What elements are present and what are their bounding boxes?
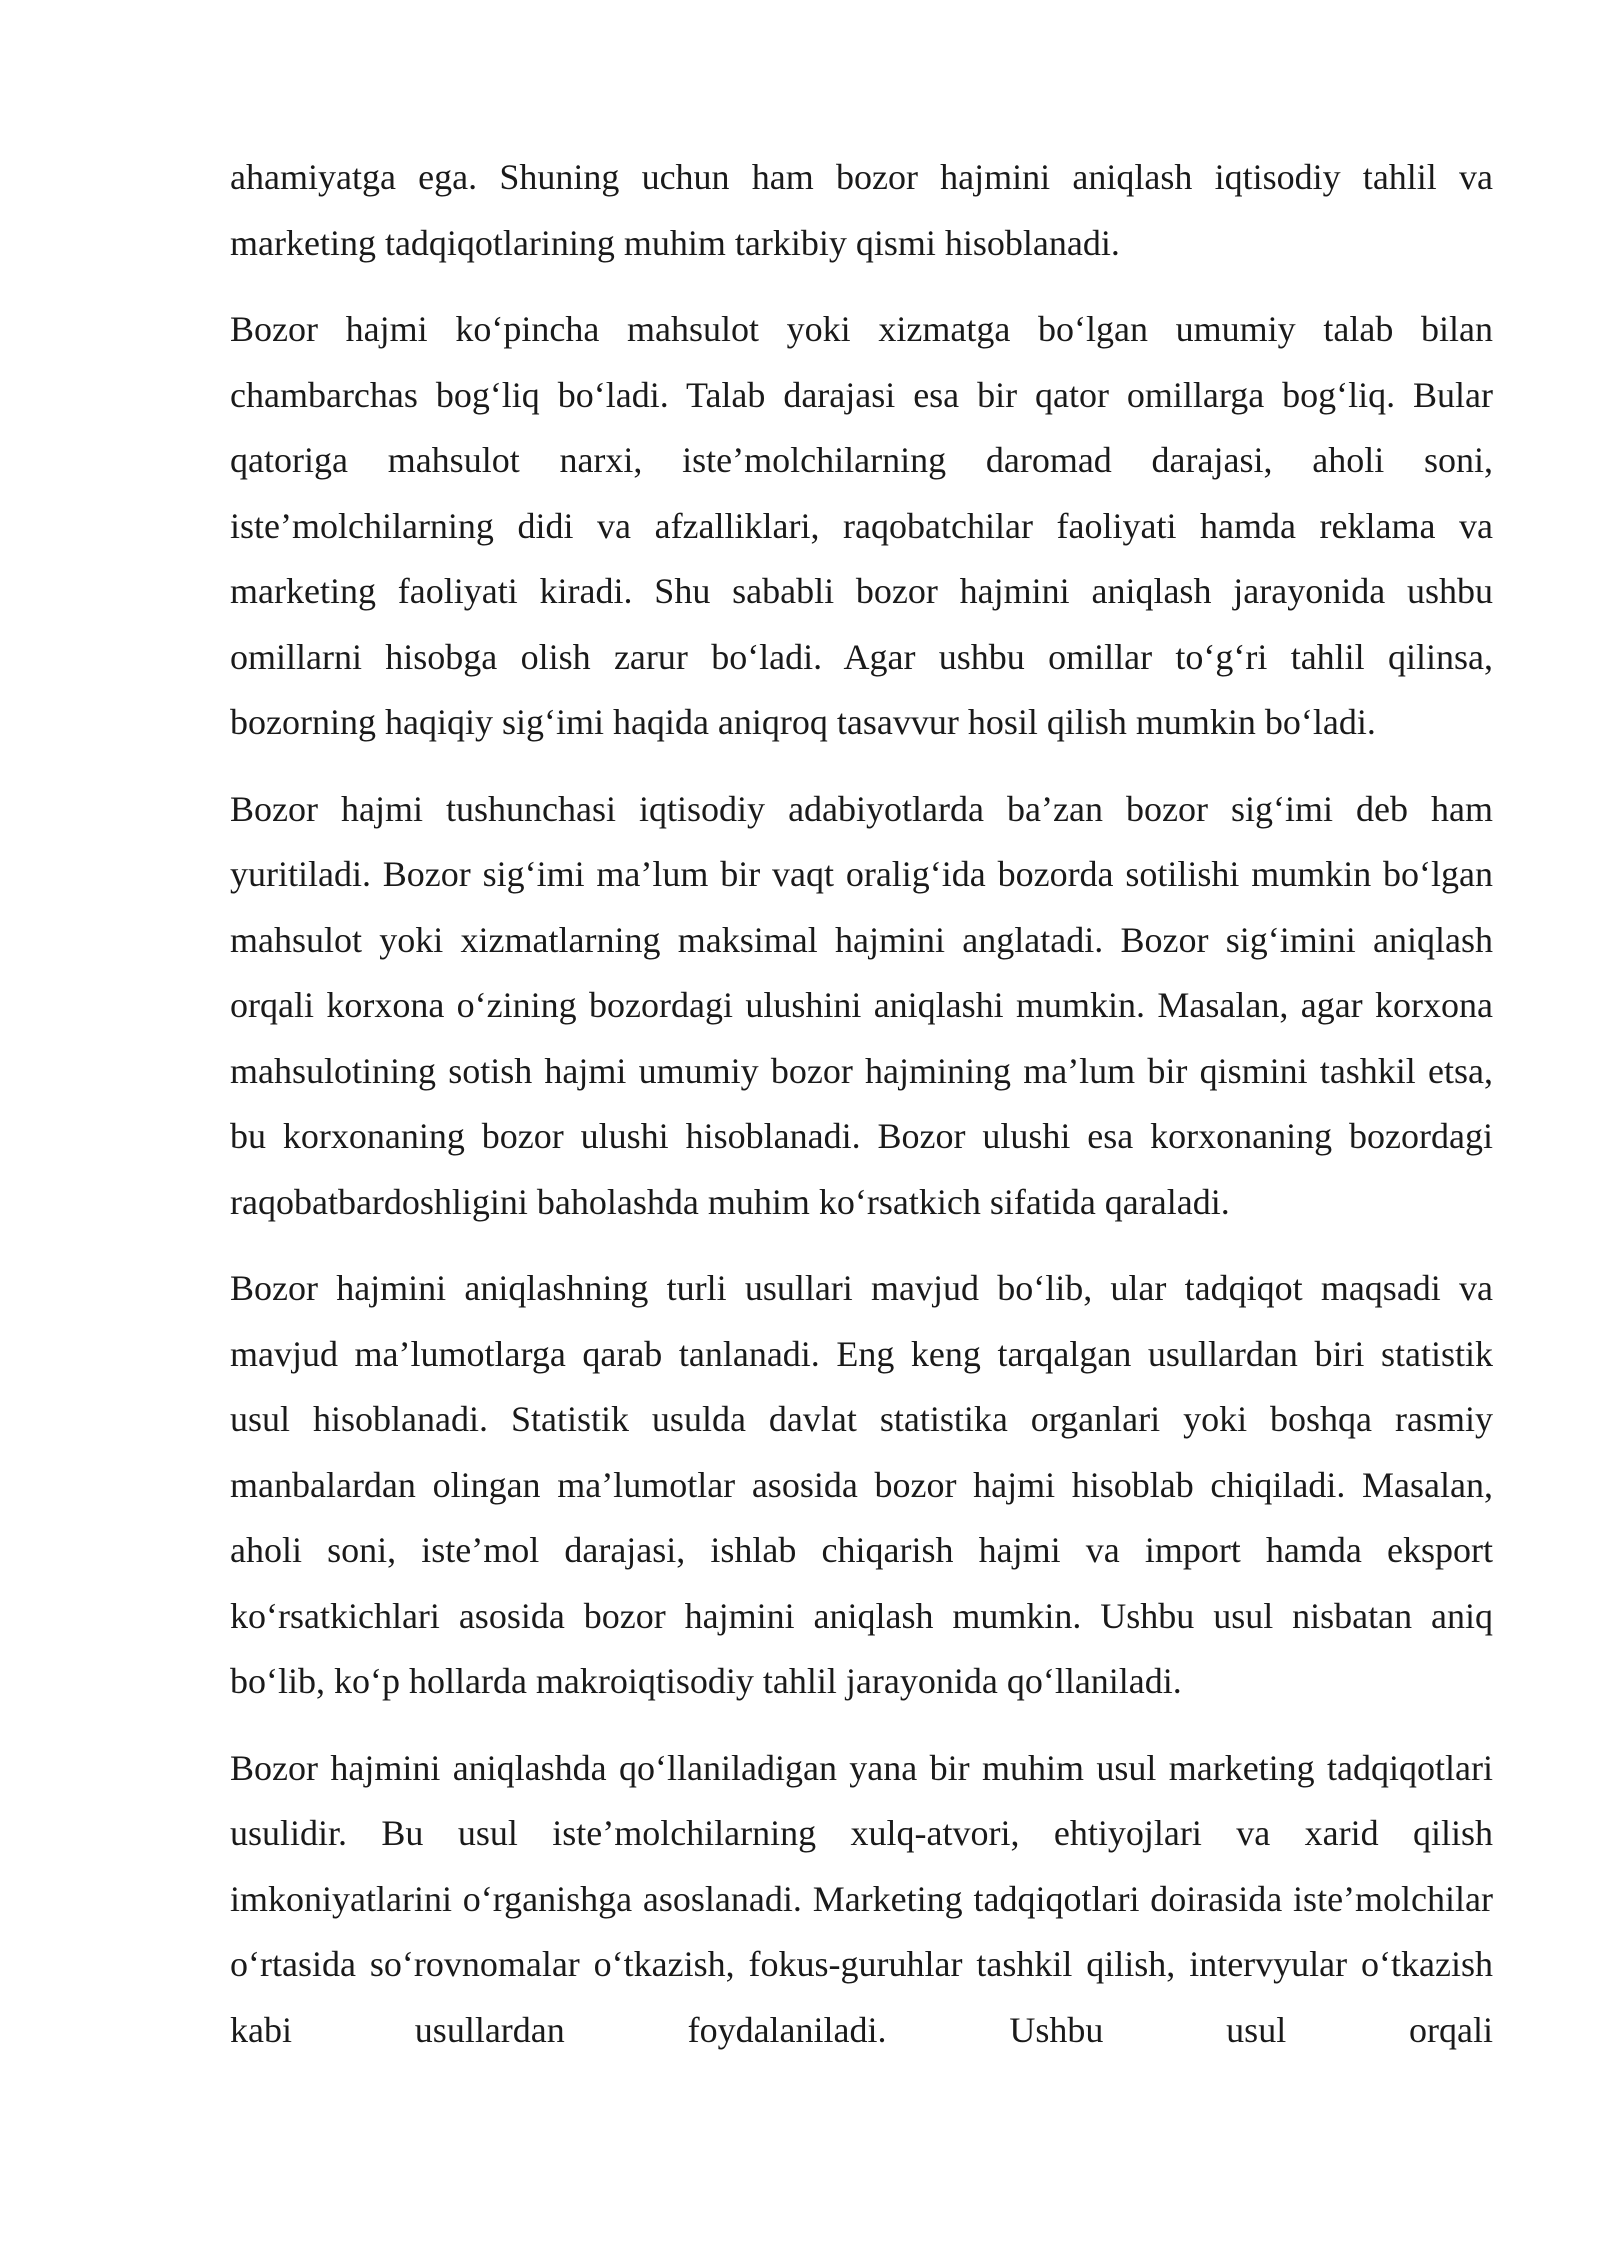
paragraph-5: Bozor hajmini aniqlashda qo‘llaniladigan yana bir muhim usul marketing tadqiqotlari usulidir. Bu usul iste’molchilarning xulq-atvori, ehtiyojlari va xarid qilish imkoniyatlarini o‘rganishga asoslanadi. Marketing tadqiqotlari doirasida iste’molchilar o‘rtasida so‘rovnomalar o‘tkazish, fokus-guruhlar tashkil qilish, intervyular o‘tkazish kabi usullardan foydalaniladi. Ushbu usul orqali [230, 1747, 1493, 2050]
document-body [230, 145, 1493, 2084]
paragraph-2: Bozor hajmi ko‘pincha mahsulot yoki xizmatga bo‘lgan umumiy talab bilan chambarchas bog‘liq bo‘ladi. Talab darajasi esa bir qator omillarga bog‘liq. Bular qatoriga mahsulot narxi, iste’molchilarning daromad darajasi, aholi soni, iste’molchilarning didi va afzalliklari, raqobatchilar faoliyati hamda reklama va marketing faoliyati kiradi. Shu sababli bozor hajmini aniqlash jarayonida ushbu omillarni hisobga olish zarur bo‘ladi. Agar ushbu omillar to‘g‘ri tahlil qilinsa, bozorning haqiqiy sig‘imi haqida aniqroq tasavvur hosil qilish mumkin bo‘ladi. [230, 309, 1493, 742]
paragraph-1: ahamiyatga ega. Shuning uchun ham bozor hajmini aniqlash iqtisodiy tahlil va marketing tadqiqotlarining muhim tarkibiy qismi hisoblanadi. [230, 157, 1493, 263]
paragraph-3: Bozor hajmi tushunchasi iqtisodiy adabiyotlarda ba’zan bozor sig‘imi deb ham yuritiladi. Bozor sig‘imi ma’lum bir vaqt oralig‘ida bozorda sotilishi mumkin bo‘lgan mahsulot yoki xizmatlarning maksimal hajmini anglatadi. Bozor sig‘imini aniqlash orqali korxona o‘zining bozordagi ulushini aniqlashi mumkin. Masalan, agar korxona mahsulotining sotish hajmi umumiy bozor hajmining ma’lum bir qismini tashkil etsa, bu korxonaning bozor ulushi hisoblanadi. Bozor ulushi esa korxonaning bozordagi raqobatbardoshligini baholashda muhim ko‘rsatkich sifatida qaraladi. [230, 788, 1493, 1222]
paragraph-4: Bozor hajmini aniqlashning turli usullari mavjud bo‘lib, ular tadqiqot maqsadi va mavjud ma’lumotlarga qarab tanlanadi. Eng keng tarqalgan usullardan biri statistik usul hisoblanadi. Statistik usulda davlat statistika organlari yoki boshqa rasmiy manbalardan olingan ma’lumotlar asosida bozor hajmi hisoblab chiqiladi. Masalan, aholi soni, iste’mol darajasi, ishlab chiqarish hajmi va import hamda eksport ko‘rsatkichlari asosida bozor hajmini aniqlash mumkin. Ushbu usul nisbatan aniq bo‘lib, ko‘p hollarda makroiqtisodiy tahlil jarayonida qo‘llaniladi. [230, 1268, 1493, 1701]
